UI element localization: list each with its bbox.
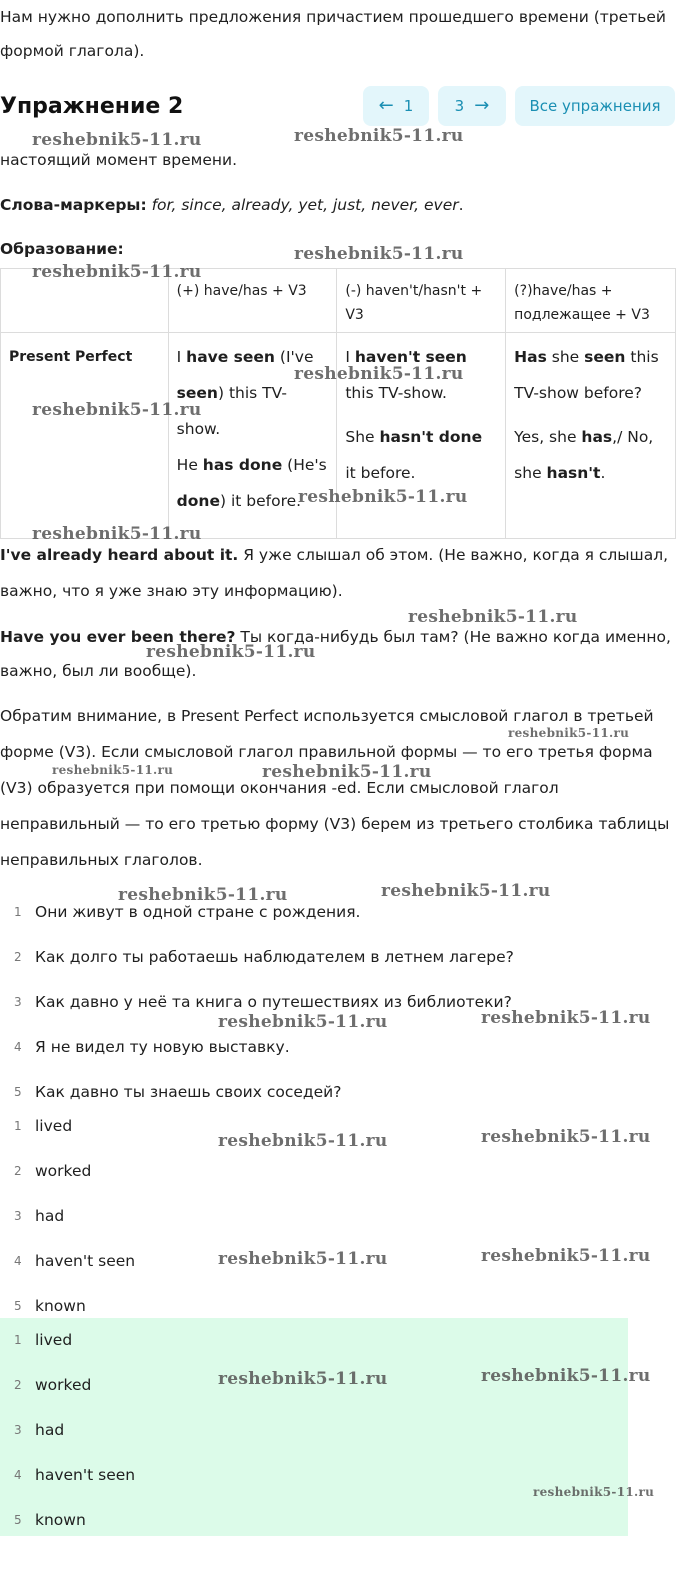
watermark: reshebnik5-11.ru	[32, 400, 202, 420]
list-item: 1 Они живут в одной стране с рождения.	[14, 903, 361, 922]
watermark: reshebnik5-11.ru	[218, 1012, 388, 1032]
example-1-english: I've already heard about it.	[0, 546, 239, 564]
watermark: reshebnik5-11.ru	[298, 487, 468, 507]
row-label-present-perfect: Present Perfect	[1, 333, 169, 539]
watermark: reshebnik5-11.ru	[32, 524, 202, 544]
example-2-translation: Ты когда-нибудь был там? (Не важно когда именно, важно, был ли вообще).	[0, 628, 671, 680]
questions-list	[0, 890, 628, 1114]
list-item: 1 lived	[14, 1117, 73, 1136]
header-question: (?)have/has + подлежащее + V3	[506, 269, 676, 333]
watermark: reshebnik5-11.ru	[481, 1366, 651, 1386]
markers-end: .	[458, 196, 464, 214]
prev-exercise-button[interactable]	[363, 86, 429, 126]
cell-negative: I haven't seen this TV-show. She hasn't done it before.	[337, 333, 506, 539]
watermark: reshebnik5-11.ru	[262, 762, 432, 782]
watermark: reshebnik5-11.ru	[508, 726, 630, 740]
all-exercises-button[interactable]	[515, 86, 675, 126]
list-item: 2 worked	[14, 1162, 92, 1181]
watermark: reshebnik5-11.ru	[481, 1008, 651, 1028]
intro-text: Нам нужно дополнить предложения причастием прошедшего времени (третьей формой глагола).	[0, 8, 666, 60]
list-item: 1 lived	[14, 1331, 73, 1350]
markers-text: for, since, already, yet, just, never, ever	[151, 196, 459, 214]
example-2	[0, 620, 676, 688]
example-1-translation: Я уже слышал об этом. (Не важно, когда я слышал, важно, что я уже знаю эту информацию).	[0, 546, 669, 600]
prev-exercise-label: 1	[403, 97, 414, 115]
list-item: 2 worked	[14, 1376, 92, 1395]
exercise-title: Упражнение 2	[0, 94, 184, 119]
list-item: 4 haven't seen	[14, 1251, 136, 1270]
watermark: reshebnik5-11.ru	[118, 885, 288, 905]
example-2-english: Have you ever been there?	[0, 628, 236, 646]
cell-positive: I have seen (I've seen) this TV-show. He has done (He's done) it before.	[168, 333, 337, 539]
list-item: 3 Как давно у неё та книга о путешествиях из библиотеки?	[14, 992, 512, 1011]
arrow-right-icon: →	[474, 95, 490, 116]
watermark: reshebnik5-11.ru	[481, 1246, 651, 1266]
watermark: reshebnik5-11.ru	[294, 364, 464, 384]
list-item: 5 known	[14, 1510, 86, 1529]
header-negative: (-) haven't/hasn't + V3	[337, 269, 506, 333]
example-1	[0, 537, 676, 609]
watermark: reshebnik5-11.ru	[52, 763, 174, 777]
list-item: 5 known	[14, 1296, 86, 1315]
watermark: reshebnik5-11.ru	[381, 881, 551, 901]
watermark: reshebnik5-11.ru	[533, 1485, 655, 1499]
watermark: reshebnik5-11.ru	[218, 1369, 388, 1389]
watermark: reshebnik5-11.ru	[218, 1249, 388, 1269]
list-item: 3 had	[14, 1206, 65, 1225]
watermark: reshebnik5-11.ru	[481, 1127, 651, 1147]
cell-question: Has she seen this TV-show before? Yes, she has,/ No, she hasn't.	[506, 333, 676, 539]
watermark: reshebnik5-11.ru	[32, 130, 202, 150]
header-positive: (+) have/has + V3	[168, 269, 337, 333]
note-text: Обратим внимание, в Present Perfect используется смысловой глагол в третьей форме (V3). Если смысловой глагол правильной формы — то его третья форма (V3) образуется при помощи окончания -ed. Если смысловой глагол неправильный — то его третью форму (V3) берем из третьего столбика таблицы неправильных глаголов.	[0, 707, 670, 869]
list-item: 4 Я не видел ту новую выставку.	[14, 1037, 290, 1056]
watermark: reshebnik5-11.ru	[294, 244, 464, 264]
watermark: reshebnik5-11.ru	[218, 1131, 388, 1151]
present-moment-text: настоящий момент времени.	[0, 151, 238, 169]
formation-label: Образование:	[0, 240, 124, 258]
watermark: reshebnik5-11.ru	[32, 262, 202, 282]
watermark: reshebnik5-11.ru	[146, 642, 316, 662]
watermark: reshebnik5-11.ru	[408, 607, 578, 627]
arrow-left-icon: ←	[378, 95, 394, 116]
list-item: 4 haven't seen	[14, 1465, 136, 1484]
correct-answers-list	[0, 1318, 628, 1536]
next-exercise-button[interactable]	[438, 86, 506, 126]
list-item: 5 Как давно ты знаешь своих соседей?	[14, 1082, 342, 1101]
all-exercises-label: Все упражнения	[529, 97, 661, 115]
markers-line	[0, 187, 676, 223]
list-item: 2 Как долго ты работаешь наблюдателем в летнем лагере?	[14, 948, 514, 967]
watermark: reshebnik5-11.ru	[294, 126, 464, 146]
markers-label: Слова-маркеры:	[0, 196, 147, 214]
next-exercise-label: 3	[454, 97, 465, 115]
list-item: 3 had	[14, 1420, 65, 1439]
